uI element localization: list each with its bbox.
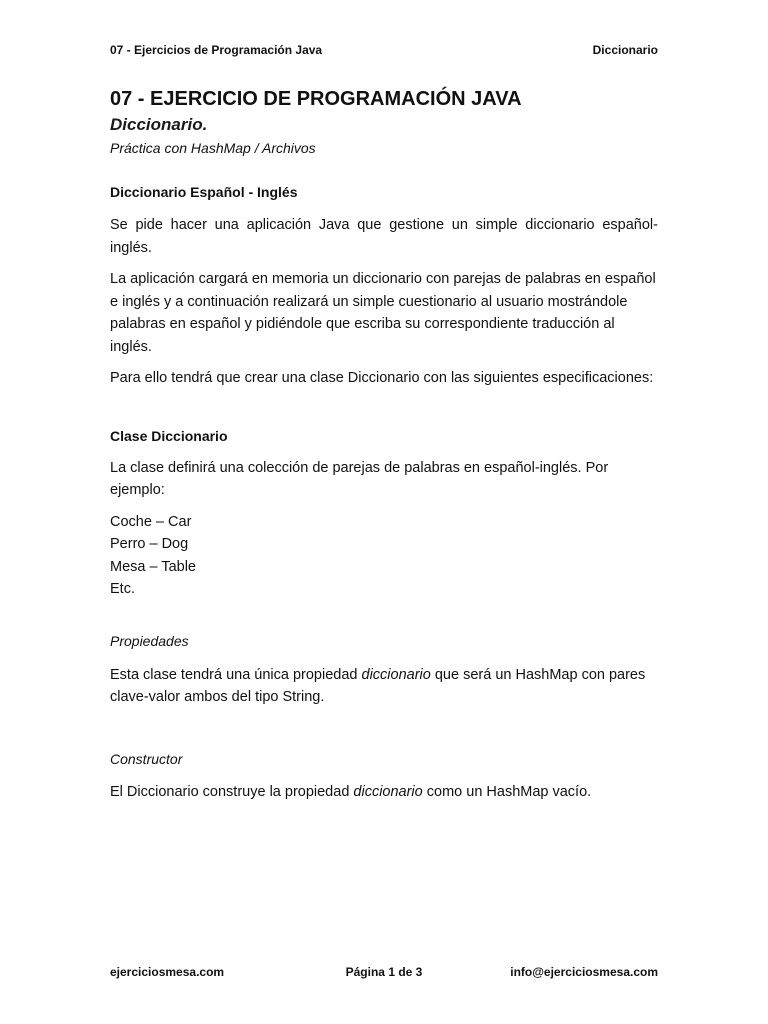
subsection-heading-constructor: Constructor bbox=[110, 750, 183, 767]
page-label: Página bbox=[345, 965, 389, 979]
paragraph-specifications: Para ello tendrá que crear una clase Diccionario con las siguientes especificaciones: bbox=[110, 370, 654, 386]
paragraph-description: La aplicación cargará en memoria un diccionario con parejas de palabras en español e inglés y a continuación realizará un simple cuestionario al usuario mostrándole palabras en español y pidiéndole que escriba su correspondiente traducción al inglés. bbox=[110, 271, 656, 355]
properties-emphasis: diccionario bbox=[361, 666, 431, 683]
running-footer bbox=[110, 965, 658, 979]
list-item: Coche – Car bbox=[110, 513, 192, 530]
page-current: 1 bbox=[388, 965, 395, 979]
constructor-text-after: como un HashMap vacío. bbox=[422, 783, 592, 800]
document-tagline: Práctica con HashMap / Archivos bbox=[110, 140, 316, 156]
footer-email: info@ejerciciosmesa.com bbox=[510, 965, 658, 979]
list-item: Etc. bbox=[110, 581, 135, 597]
list-item: Mesa – Table bbox=[110, 558, 196, 575]
examples-list bbox=[110, 511, 658, 601]
document-subtitle: Diccionario. bbox=[110, 115, 208, 134]
document-body bbox=[110, 86, 658, 803]
section-heading-clase: Clase Diccionario bbox=[110, 427, 228, 444]
page-separator: de bbox=[395, 965, 416, 979]
running-header bbox=[110, 43, 658, 57]
header-course-title: 07 - Ejercicios de Programación Java bbox=[110, 43, 323, 57]
constructor-text-before: El Diccionario construye la propiedad bbox=[110, 783, 354, 800]
footer-website: ejerciciosmesa.com bbox=[110, 965, 225, 979]
page-total: 3 bbox=[415, 965, 423, 979]
section-heading-diccionario: Diccionario Español - Inglés bbox=[110, 184, 298, 200]
paragraph-properties bbox=[110, 664, 658, 709]
header-topic: Diccionario bbox=[592, 43, 658, 57]
paragraph-constructor bbox=[110, 781, 658, 804]
document-title: 07 - EJERCICIO DE PROGRAMACIÓN JAVA bbox=[110, 88, 522, 110]
subsection-heading-propiedades: Propiedades bbox=[110, 632, 189, 649]
properties-text-after: que será un HashMap con pares clave-valor ambos del tipo String. bbox=[110, 666, 646, 705]
paragraph-class-definition: La clase definirá una colección de parejas de palabras en español-inglés. Por ejemplo: bbox=[110, 459, 609, 498]
paragraph-intro: Se pide hacer una aplicación Java que gestione un simple diccionario español-inglés. bbox=[110, 217, 658, 256]
constructor-emphasis: diccionario bbox=[353, 783, 423, 800]
properties-text-before: Esta clase tendrá una única propiedad bbox=[110, 666, 362, 683]
list-item: Perro – Dog bbox=[110, 536, 189, 552]
